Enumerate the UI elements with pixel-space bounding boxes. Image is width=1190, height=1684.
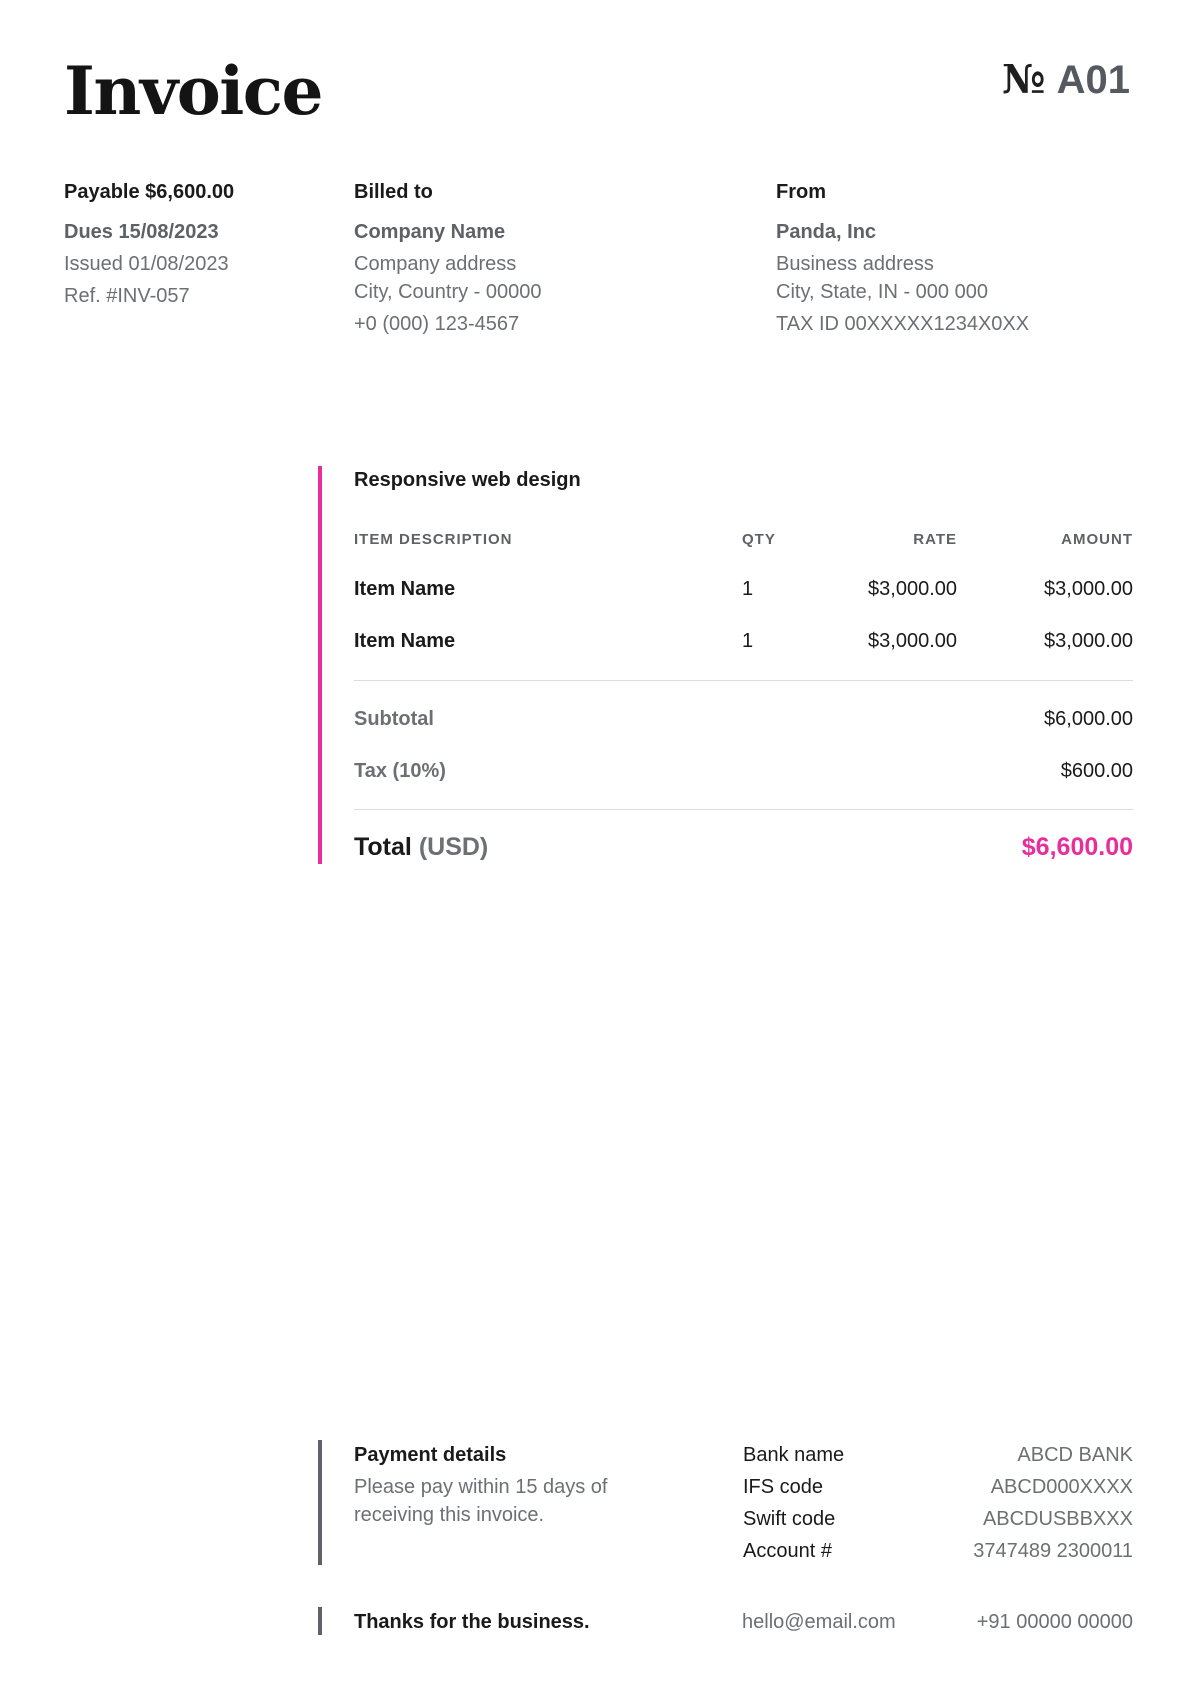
payment-note-line1: Please pay within 15 days of [354,1476,608,1498]
reference-number: Ref. #INV-057 [64,285,190,307]
contact-email[interactable]: hello@email.com [742,1611,896,1633]
total-currency: (USD) [418,833,489,861]
number-prefix: № [1002,56,1046,103]
swift-code-label: Swift code [743,1508,836,1530]
ifs-code-value: ABCD000XXXX [990,1476,1133,1498]
bank-name-value: ABCD BANK [1017,1444,1133,1466]
payable-amount: Payable $6,600.00 [64,181,235,203]
header-rate: RATE [913,531,957,548]
number-value: A01 [1056,58,1130,102]
client-name: Company Name [354,221,506,243]
divider [354,680,1133,681]
item-rate: $3,000.00 [868,578,957,600]
total-label-text: Total [354,833,412,861]
subtotal-label: Subtotal [354,708,434,730]
business-address: Business address [776,253,934,275]
client-city: City, Country - 00000 [354,281,542,303]
item-name: Item Name [354,630,456,652]
tax-label: Tax (10%) [354,760,446,782]
header-description: ITEM DESCRIPTION [354,531,513,548]
item-amount: $3,000.00 [1044,578,1133,600]
project-title: Responsive web design [354,469,581,491]
accent-bar [318,466,322,864]
bank-name-label: Bank name [743,1444,845,1466]
account-number-value: 3747489 2300011 [973,1540,1133,1562]
account-number-label: Account # [743,1540,832,1562]
payment-bar [318,1440,322,1565]
client-address: Company address [354,253,517,275]
swift-code-value: ABCDUSBBXXX [982,1508,1133,1530]
invoice-number [1002,56,1130,103]
header-qty: QTY [742,531,776,548]
ifs-code-label: IFS code [743,1476,824,1498]
item-qty: 1 [742,630,754,652]
tax-id: TAX ID 00XXXXX1234X0XX [776,313,1030,335]
business-city: City, State, IN - 000 000 [776,281,988,303]
total-value: $6,600.00 [1021,833,1133,861]
tax-value: $600.00 [1060,760,1133,782]
item-amount: $3,000.00 [1044,630,1133,652]
payment-note-line2: receiving this invoice. [354,1504,545,1526]
item-qty: 1 [742,578,754,600]
header-amount: AMOUNT [1061,531,1133,548]
contact-phone[interactable]: +91 00000 00000 [976,1611,1133,1633]
business-name: Panda, Inc [776,221,877,243]
subtotal-value: $6,000.00 [1044,708,1133,730]
item-name: Item Name [354,578,456,600]
invoice-title: Invoice [64,52,322,130]
billed-to-label: Billed to [354,181,433,203]
payment-title: Payment details [354,1444,507,1466]
from-label: From [776,181,826,203]
divider [354,809,1133,810]
issued-date: Issued 01/08/2023 [64,253,229,275]
thanks-message: Thanks for the business. [354,1611,590,1633]
footer-bar [318,1607,322,1635]
due-date: Dues 15/08/2023 [64,221,219,243]
client-phone: +0 (000) 123-4567 [354,313,520,335]
item-rate: $3,000.00 [868,630,957,652]
total-label [354,833,488,862]
